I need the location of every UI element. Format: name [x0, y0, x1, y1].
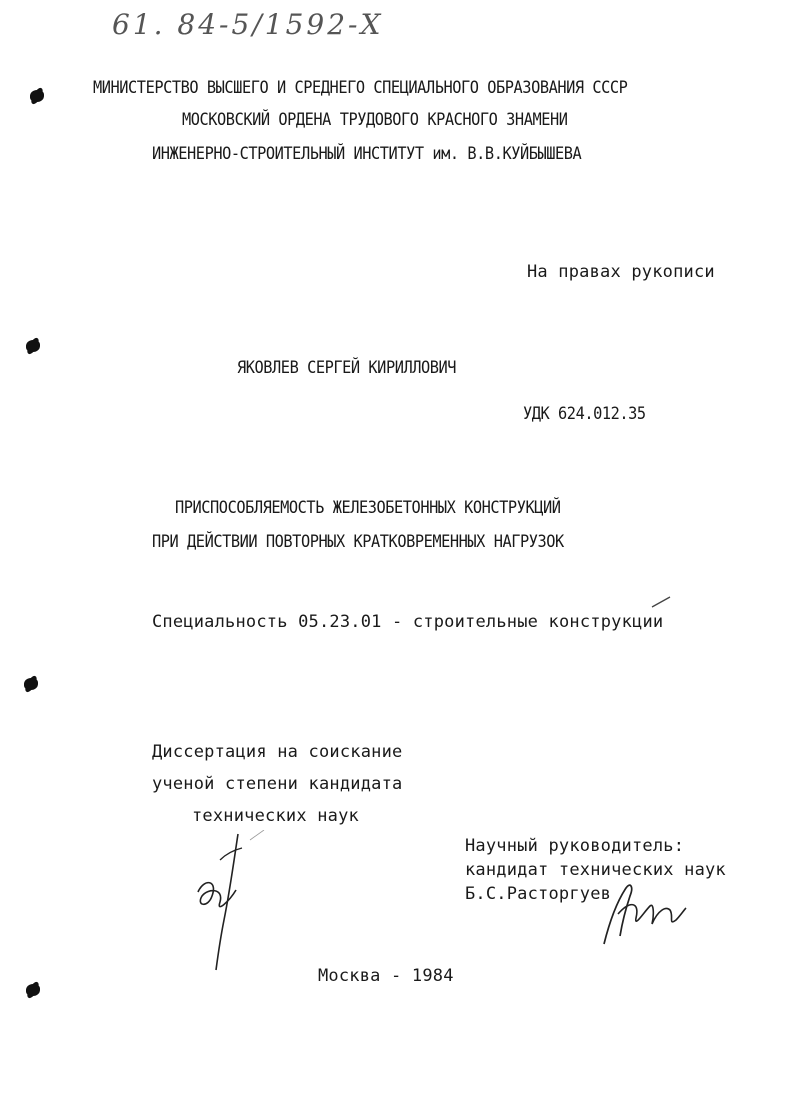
manuscript-rights-note: На правах рукописи: [527, 262, 715, 282]
punch-hole-mark: [30, 90, 44, 102]
institute-line-1: МОСКОВСКИЙ ОРДЕНА ТРУДОВОГО КРАСНОГО ЗНАМЕНИ: [182, 110, 568, 130]
supervisor-label: Научный руководитель:: [465, 836, 685, 856]
dissertation-line-2: ученой степени кандидата: [152, 774, 403, 794]
punch-hole-mark: [26, 984, 40, 996]
institute-line-2: ИНЖЕНЕРНО-СТРОИТЕЛЬНЫЙ ИНСТИТУТ им. В.В.КУЙБЫШЕВА: [152, 144, 582, 164]
archive-number: 61. 84-5/1592-Х: [112, 8, 384, 41]
dissertation-line-3: технических наук: [192, 806, 359, 826]
author-name: ЯКОВЛЕВ СЕРГЕЙ КИРИЛЛОВИЧ: [237, 358, 457, 378]
pen-tick-mark: [650, 595, 672, 609]
specialty-line: Специальность 05.23.01 - строительные конструкции: [152, 612, 664, 632]
ministry-line: МИНИСТЕРСТВО ВЫСШЕГО И СРЕДНЕГО СПЕЦИАЛЬНОГО ОБРАЗОВАНИЯ СССР: [93, 78, 628, 98]
supervisor-name: Б.С.Расторгуев: [465, 884, 612, 904]
supervisor-signature: [600, 880, 690, 950]
thesis-title-line-1: ПРИСПОСОБЛЯЕМОСТЬ ЖЕЛЕЗОБЕТОННЫХ КОНСТРУКЦИЙ: [175, 498, 561, 518]
place-and-year: Москва - 1984: [318, 966, 454, 986]
dissertation-line-1: Диссертация на соискание: [152, 742, 403, 762]
author-signature: [190, 830, 270, 975]
supervisor-degree: кандидат технических наук: [465, 860, 726, 880]
udc-code: УДК 624.012.35: [523, 404, 646, 424]
punch-hole-mark: [24, 678, 38, 690]
thesis-title-line-2: ПРИ ДЕЙСТВИИ ПОВТОРНЫХ КРАТКОВРЕМЕННЫХ НАГРУЗОК: [152, 532, 564, 552]
punch-hole-mark: [26, 340, 40, 352]
